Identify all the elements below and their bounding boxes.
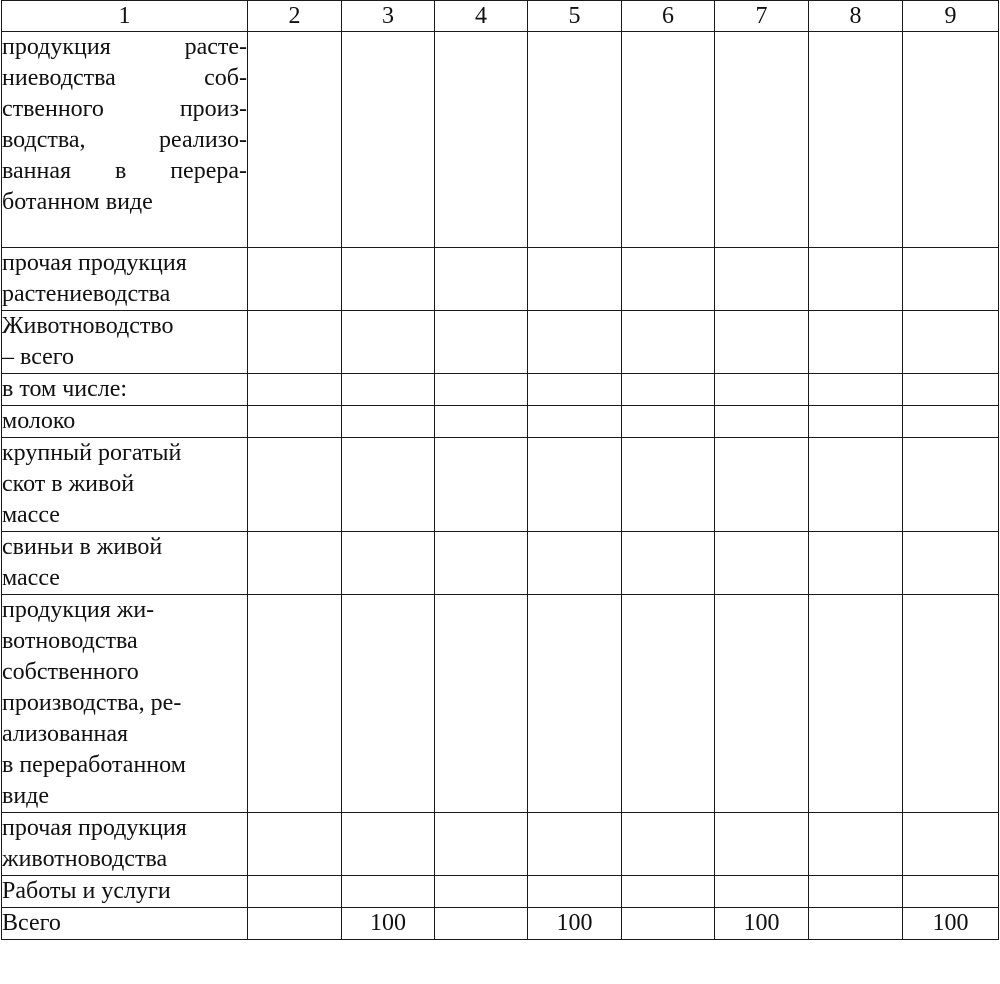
column-header: 5	[528, 1, 622, 32]
table-cell	[435, 813, 528, 876]
table-cell	[342, 248, 435, 311]
table-cell	[622, 311, 715, 374]
table-cell	[528, 311, 622, 374]
row-label	[2, 595, 248, 813]
row-label-line: скот в живой	[2, 471, 135, 497]
table-cell	[809, 248, 903, 311]
table-cell	[809, 311, 903, 374]
row-label	[2, 438, 248, 532]
table-cell: 100	[528, 908, 622, 940]
table-cell	[622, 908, 715, 940]
row-label-line: растениеводства	[2, 281, 171, 307]
table-cell	[342, 32, 435, 248]
column-header: 6	[622, 1, 715, 32]
table-cell	[435, 374, 528, 406]
row-label-line: производства, ре-	[2, 690, 182, 716]
table-row	[2, 813, 999, 876]
row-label	[2, 406, 248, 438]
row-label-line: Работы и услуги	[2, 878, 171, 904]
table-cell	[342, 438, 435, 532]
table-cell	[622, 406, 715, 438]
table-cell	[528, 876, 622, 908]
table-cell	[248, 908, 342, 940]
table-row	[2, 595, 999, 813]
row-label	[2, 311, 248, 374]
row-label-line: Всего	[2, 910, 61, 936]
table-cell	[435, 32, 528, 248]
row-label-line: в том числе:	[2, 376, 128, 402]
table-cell	[248, 374, 342, 406]
row-label-line: свиньи в живой	[2, 534, 163, 560]
table-cell	[809, 595, 903, 813]
row-label-line: вотноводства	[2, 628, 138, 654]
table-cell	[342, 813, 435, 876]
table-cell	[715, 311, 809, 374]
row-label	[2, 32, 248, 248]
table-cell	[435, 438, 528, 532]
table-row	[2, 406, 999, 438]
row-label-line: прочая продукция	[2, 815, 187, 841]
table-cell	[435, 248, 528, 311]
table-cell	[528, 32, 622, 248]
table-cell	[248, 32, 342, 248]
row-label-line: ванная в перера-	[2, 158, 247, 184]
table-cell	[435, 532, 528, 595]
table-cell	[809, 876, 903, 908]
table-row	[2, 32, 999, 248]
column-header: 3	[342, 1, 435, 32]
row-label	[2, 813, 248, 876]
table-cell	[622, 32, 715, 248]
table-cell	[528, 438, 622, 532]
table-cell	[528, 406, 622, 438]
row-label	[2, 532, 248, 595]
table-cell	[248, 595, 342, 813]
table-cell	[903, 248, 999, 311]
table-cell: 100	[342, 908, 435, 940]
column-header: 4	[435, 1, 528, 32]
table-row	[2, 374, 999, 406]
table-cell	[903, 438, 999, 532]
row-label-line: собственного	[2, 659, 139, 685]
table-cell	[435, 595, 528, 813]
row-label	[2, 876, 248, 908]
table-cell	[342, 374, 435, 406]
table-cell	[715, 406, 809, 438]
table-cell	[342, 876, 435, 908]
table-cell	[622, 595, 715, 813]
table-cell	[809, 32, 903, 248]
table-cell	[715, 438, 809, 532]
table-cell	[809, 374, 903, 406]
row-label-line: Животноводство	[2, 313, 174, 339]
row-label-line: продукция расте-	[2, 34, 247, 60]
column-header: 8	[809, 1, 903, 32]
table-cell	[342, 532, 435, 595]
row-label-line: молоко	[2, 408, 76, 434]
table-body	[2, 32, 999, 940]
table-cell	[248, 438, 342, 532]
row-label-line: ботанном виде	[2, 189, 153, 215]
table-cell	[903, 374, 999, 406]
table-row	[2, 248, 999, 311]
table-cell	[342, 595, 435, 813]
table-cell	[342, 406, 435, 438]
table-cell	[528, 813, 622, 876]
table-row	[2, 908, 999, 940]
row-label-line: – всего	[2, 344, 75, 370]
table-row	[2, 311, 999, 374]
table-row	[2, 532, 999, 595]
table-cell	[622, 813, 715, 876]
row-label-line: животноводства	[2, 846, 168, 872]
table-cell	[435, 908, 528, 940]
table-cell	[715, 876, 809, 908]
row-label-line: продукция жи-	[2, 597, 155, 623]
row-label	[2, 248, 248, 311]
table-cell	[248, 248, 342, 311]
table-cell	[903, 311, 999, 374]
row-label-line: виде	[2, 783, 50, 809]
table-cell	[528, 532, 622, 595]
row-label-line: водства, реализо-	[2, 127, 247, 153]
column-header: 9	[903, 1, 999, 32]
table-cell	[809, 406, 903, 438]
row-label-line: ниеводства соб-	[2, 65, 247, 91]
table-cell	[715, 248, 809, 311]
table-cell	[715, 32, 809, 248]
table-cell	[622, 532, 715, 595]
table-row	[2, 438, 999, 532]
table-cell	[248, 876, 342, 908]
row-label-line: ализованная	[2, 721, 129, 747]
table-row	[2, 876, 999, 908]
table-cell	[622, 876, 715, 908]
table-cell	[528, 595, 622, 813]
table-cell	[903, 532, 999, 595]
table-cell	[903, 406, 999, 438]
table-cell: 100	[715, 908, 809, 940]
table-cell	[622, 374, 715, 406]
row-label-line: прочая продукция	[2, 250, 187, 276]
row-label-line: массе	[2, 565, 60, 591]
table-cell	[903, 595, 999, 813]
row-label-line: крупный рогатый	[2, 440, 182, 466]
row-label-line: ственного произ-	[2, 96, 247, 122]
table-cell	[903, 32, 999, 248]
table-cell	[809, 908, 903, 940]
row-label-line: массе	[2, 502, 60, 528]
table-cell	[248, 311, 342, 374]
table-cell	[435, 406, 528, 438]
row-label	[2, 908, 248, 940]
column-header: 2	[248, 1, 342, 32]
table-cell	[903, 876, 999, 908]
table-cell	[435, 876, 528, 908]
table-cell	[528, 374, 622, 406]
table-cell	[715, 595, 809, 813]
row-label-line: в переработанном	[2, 752, 186, 778]
table-cell	[248, 813, 342, 876]
column-header: 7	[715, 1, 809, 32]
table-cell	[435, 311, 528, 374]
table-cell	[715, 532, 809, 595]
table-cell	[903, 813, 999, 876]
row-label	[2, 374, 248, 406]
table-cell: 100	[903, 908, 999, 940]
table-cell	[248, 532, 342, 595]
table-cell	[622, 248, 715, 311]
header-row	[2, 1, 999, 32]
table-cell	[248, 406, 342, 438]
table-cell	[809, 438, 903, 532]
table-cell	[622, 438, 715, 532]
data-table	[1, 0, 999, 940]
table-cell	[528, 248, 622, 311]
column-header: 1	[2, 1, 248, 32]
table-cell	[809, 813, 903, 876]
table-cell	[342, 311, 435, 374]
table-cell	[809, 532, 903, 595]
table-cell	[715, 813, 809, 876]
table-cell	[715, 374, 809, 406]
